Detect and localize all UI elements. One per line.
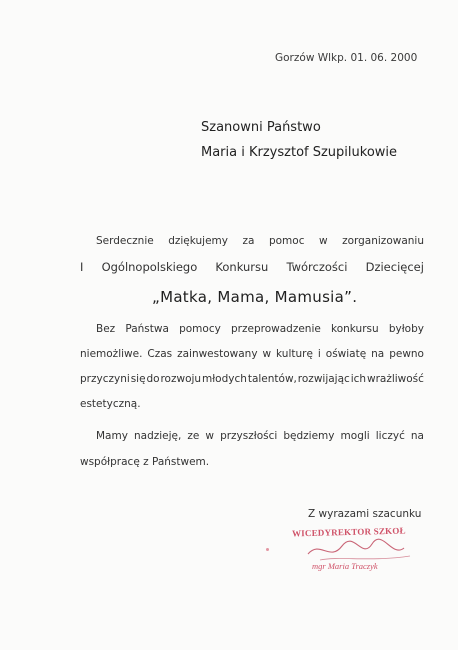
word: pomocy [179, 323, 221, 335]
paragraph-1-line-2 [80, 260, 424, 274]
word: Konkursu [215, 260, 269, 274]
word: dziękujemy [168, 235, 228, 247]
word: Serdecznie [96, 235, 154, 247]
paragraph-1-line-1 [96, 235, 424, 247]
word: się [130, 373, 146, 385]
word: zorganizowaniu [342, 235, 424, 247]
place-and-date: Gorzów Wlkp. 01. 06. 2000 [275, 52, 418, 64]
stamp-name: mgr Maria Traczyk [312, 561, 378, 571]
word: ze [187, 430, 200, 442]
salutation-line: Szanowni Państwo [201, 120, 321, 135]
word: pewno [389, 348, 424, 360]
word: Państwa [125, 323, 169, 335]
word: przeprowadzenie [231, 323, 321, 335]
word: będziemy [283, 430, 335, 442]
word: do [146, 373, 160, 385]
word: i [317, 348, 321, 360]
word: rozwoju [160, 373, 202, 385]
word: kulturę [276, 348, 313, 360]
word: w [318, 235, 328, 247]
word: niemożliwe. [80, 348, 143, 360]
contest-title: „Matka, Mama, Mamusia”. [152, 288, 358, 306]
stamp-title: WICEDYREKTOR SZKOŁ [291, 525, 406, 539]
word: I [80, 260, 84, 274]
word: w [262, 348, 272, 360]
word: Twórczości [286, 260, 348, 274]
paragraph-2-line-3 [80, 373, 424, 385]
paragraph-3-line-2: współpracę z Państwem. [80, 456, 210, 468]
word: mogli [340, 430, 370, 442]
addressee-names: Maria i Krzysztof Szupilukowie [201, 145, 398, 160]
word: młodych [201, 373, 247, 385]
ink-speck [266, 548, 269, 551]
paragraph-2-line-4: estetyczną. [80, 398, 141, 410]
word: przyczyni [80, 373, 130, 385]
word: Ogólnopolskiego [101, 260, 198, 274]
paragraph-2-line-2 [80, 348, 424, 360]
word: za [242, 235, 255, 247]
closing-phrase: Z wyrazami szacunku [308, 508, 422, 520]
word: na [410, 430, 424, 442]
word: byłoby [388, 323, 424, 335]
word: liczyć [375, 430, 405, 442]
word: oświatę [325, 348, 367, 360]
word: Dziecięcej [365, 260, 424, 274]
word: pomoc [268, 235, 305, 247]
paragraph-2-line-1 [96, 323, 424, 335]
word: na [371, 348, 385, 360]
word: Mamy [96, 430, 128, 442]
word: zainwestowany [177, 348, 258, 360]
word: Bez [96, 323, 116, 335]
word: nadzieję, [133, 430, 182, 442]
word: ich [350, 373, 367, 385]
word: talentów, [247, 373, 297, 385]
paragraph-3-line-1 [96, 430, 424, 442]
word: przyszłości [220, 430, 278, 442]
word: konkursu [331, 323, 379, 335]
word: rozwijając [297, 373, 350, 385]
word: Czas [147, 348, 173, 360]
word: wrażliwość [366, 373, 424, 385]
word: w [205, 430, 215, 442]
